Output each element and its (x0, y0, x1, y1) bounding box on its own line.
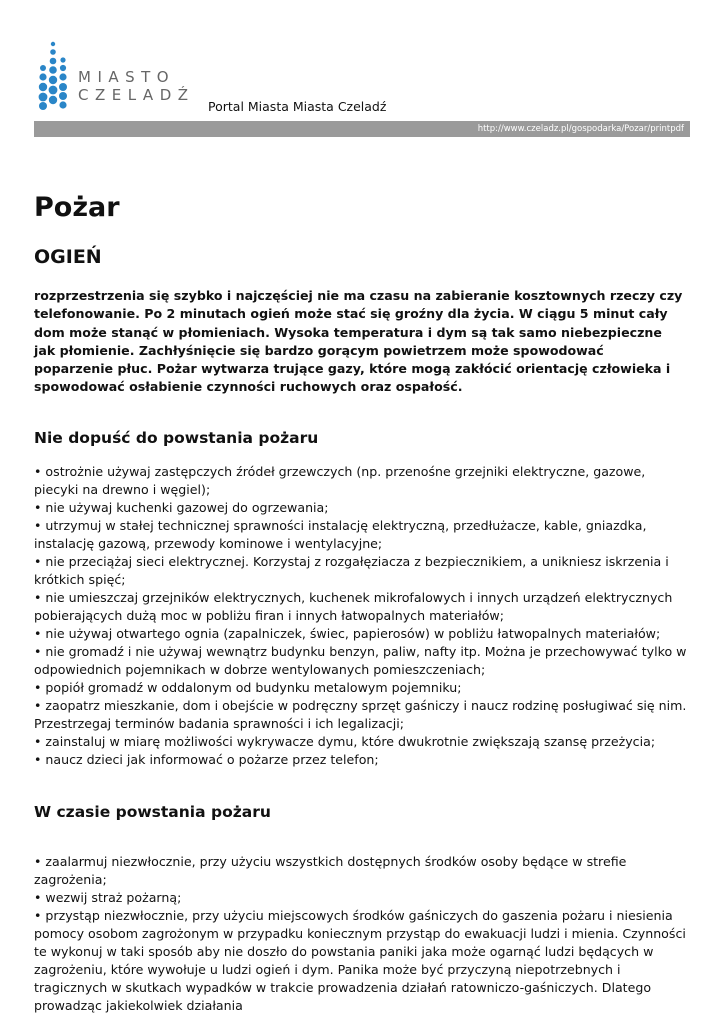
list-item: • ostrożnie używaj zastępczych źródeł grzewczych (np. przenośne grzejniki elektryczne, gazowe, piecyki na drewno i węgiel); (34, 464, 646, 497)
article-subtitle: OGIEŃ (34, 246, 102, 268)
list-item: • zaalarmuj niezwłocznie, przy użyciu wszystkich dostępnych środków osoby będące w strefie zagrożenia; (34, 854, 627, 887)
list-item: • nie używaj otwartego ognia (zapalniczek, świec, papierosów) w pobliżu łatwopalnych materiałów; (34, 626, 661, 641)
logo-line-2: CZELADŹ (78, 86, 195, 104)
list-item: • nie przeciążaj sieci elektrycznej. Korzystaj z rozgałęziacza z bezpiecznikiem, a unikniesz iskrzenia i krótkich spięć; (34, 554, 669, 587)
list-item: • nie gromadź i nie używaj wewnątrz budynku benzyn, paliw, nafty itp. Można je przechowywać tylko w odpowiednich pojemnikach w dobrze wentylowanych pomieszczeniach; (34, 644, 687, 677)
prevention-list (34, 463, 690, 769)
list-item: • utrzymuj w stałej technicznej sprawności instalację elektryczną, przedłużacze, kable, gniazdka, instalację gazową, przewody kominowe i wentylacyjne; (34, 518, 647, 551)
list-item: • zainstaluj w miarę możliwości wykrywacze dymu, które dwukrotnie zwiększają szansę przeżycia; (34, 734, 656, 749)
page-url: http://www.czeladz.pl/gospodarka/Pozar/printpdf (477, 124, 684, 134)
list-item: • zaopatrz mieszkanie, dom i obejście w podręczny sprzęt gaśniczy i naucz rodzinę posługiwać się nim. Przestrzegaj terminów badania sprawności i ich legalizacji; (34, 698, 687, 731)
page-title: Pożar (34, 192, 120, 223)
list-item: • naucz dzieci jak informować o pożarze przez telefon; (34, 752, 379, 767)
list-item: • nie umieszczaj grzejników elektrycznych, kuchenek mikrofalowych i innych urządzeń elektrycznych pobierających dużą moc w pobliżu firan i innych łatwopalnych materiałów; (34, 590, 673, 623)
portal-name: Portal Miasta Miasta Czeladź (208, 99, 387, 114)
logo-text (78, 68, 195, 104)
list-item: • popiół gromadź w oddalonym od budynku metalowym pojemniku; (34, 680, 462, 695)
list-item: • przystąp niezwłocznie, przy użyciu miejscowych środków gaśniczych do gaszenia pożaru i niesienia pomocy osobom zagrożonym w przypadku koniecznym przystąp do ewakuacji ludzi i mienia. Czynności te wykonuj w taki sposób aby nie doszło do powstania paniki jaka może ogarnąć ludzi będących w zagrożeniu, które wywołuje u ludzi ogień i dym. Panika może być przyczyną niepotrzebnych i tragicznych w skutkach wypadków w trakcie prowadzenia działań ratowniczo-gaśniczych. Dlatego prowadząc jakiekolwiek działania (34, 908, 686, 1013)
logo-line-1: MIASTO (78, 68, 176, 86)
list-item: • wezwij straż pożarną; (34, 890, 182, 905)
url-bar (34, 121, 690, 137)
section-title-prevention: Nie dopuść do powstania pożaru (34, 429, 319, 447)
list-item: • nie używaj kuchenki gazowej do ogrzewania; (34, 500, 329, 515)
section-title-during-fire: W czasie powstania pożaru (34, 803, 271, 821)
intro-paragraph: rozprzestrzenia się szybko i najczęściej nie ma czasu na zabieranie kosztownych rzeczy czy telefonowanie. Po 2 minutach ogień może stać się groźny dla życia. W ciągu 5 minut cały dom może stanąć w płomieniach. Wysoka temperatura i dym są tak samo niebezpieczne jak płomienie. Zachłyśnięcie się bardzo gorącym powietrzem może spowodować poparzenie płuc. Pożar wytwarza trujące gazy, które mogą zakłócić orientację człowieka i spowodować osłabienie czynności ruchowych oraz ospałość. (34, 288, 683, 395)
during-fire-list (34, 853, 690, 1015)
